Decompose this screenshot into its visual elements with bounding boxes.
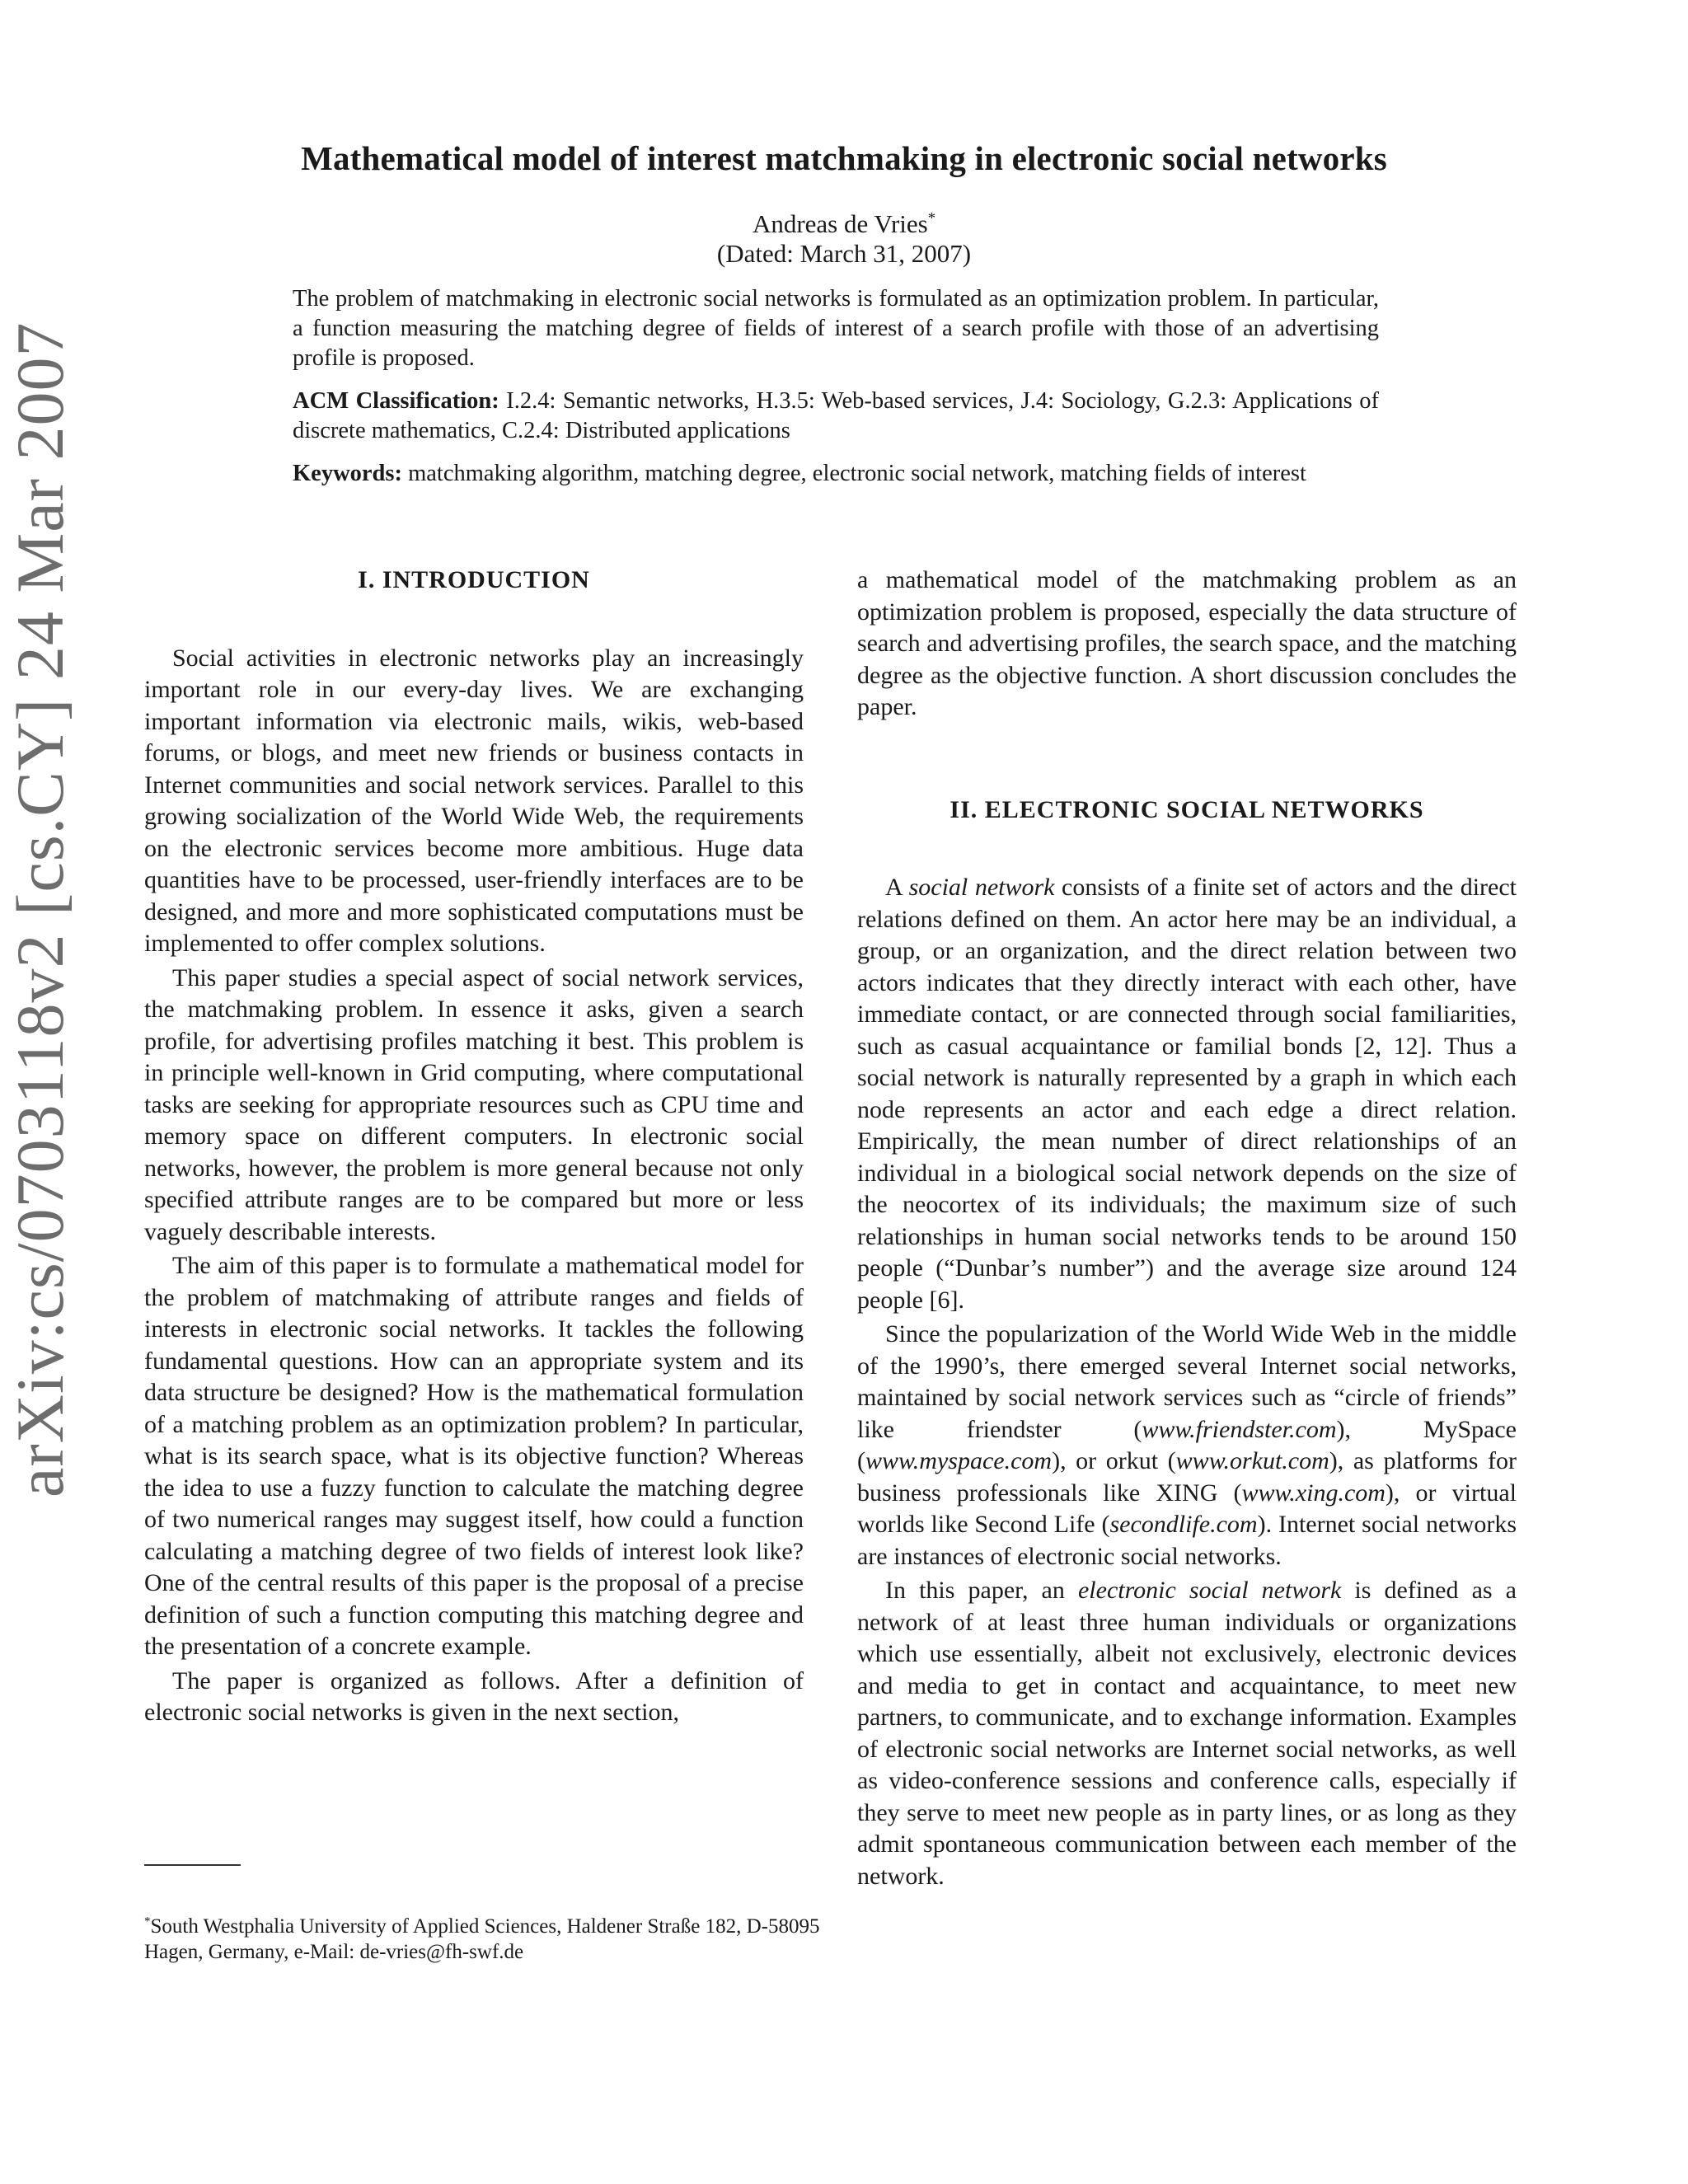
- left-column: [144, 565, 804, 1729]
- url-myspace: www.myspace.com: [865, 1447, 1053, 1474]
- text-run: ). Internet social networks are instances of electronic social networks.: [857, 1511, 1517, 1570]
- author-line: [0, 209, 1688, 239]
- text-run: In this paper, an: [885, 1577, 1078, 1604]
- text-run: ), or virtual worlds like Second Life (: [857, 1479, 1517, 1538]
- keywords: [293, 459, 1379, 489]
- keywords-label: Keywords:: [293, 461, 402, 486]
- acm-classification: [293, 387, 1379, 446]
- intro-paragraph-2: This paper studies a special aspect of social network services, the matchmaking problem. In essence it asks, given a search profile, for advertising profiles matching it best. This problem is in principle well-known in Grid computing, where computational tasks are seeking for appropriate resources such as CPU time and memory space on different computers. In electronic social networks, however, the problem is more general because not only specified attribute ranges are to be compared but more or less vaguely describable interests.: [144, 963, 804, 1245]
- section-heading-electronic-social-networks: II. ELECTRONIC SOCIAL NETWORKS: [950, 795, 1424, 823]
- text-run: ), MySpace (: [857, 1415, 1517, 1474]
- esn-paragraph-2: [857, 1319, 1517, 1572]
- url-orkut: www.orkut.com: [1175, 1447, 1329, 1474]
- section-heading-introduction: I. INTRODUCTION: [358, 566, 590, 593]
- intro-paragraph-4-continued: a mathematical model of the matchmaking problem as an optimization problem is proposed, especially the data structure of search and advertising profiles, the search space, and the matching degree as the objective function. A short discussion concludes the paper.: [857, 566, 1517, 720]
- abstract-block: [293, 284, 1379, 502]
- keywords-text: matchmaking algorithm, matching degree, electronic social network, matching fields of interest: [408, 461, 1306, 486]
- footnote-text: South Westphalia University of Applied Sciences, Haldener Straße 182, D-58095 Hagen, Germany, e-Mail: de-vries@fh-swf.de: [144, 1915, 820, 1963]
- footnote-mark: *: [144, 1915, 151, 1929]
- text-run: is defined as a network of at least three human individuals or organizations which use essentially, albeit not exclusively, electronic devices and media to get in contact and acquaintance, to meet new partners, to communicate, and to exchange information. Examples of electronic social networks are Internet social networks, as well as video-conference sessions and conference calls, especially if they serve to meet new people as in party lines, or as long as they admit spontaneous communication between each member of the network.: [857, 1577, 1517, 1890]
- esn-paragraph-3: [857, 1575, 1517, 1892]
- acm-label: ACM Classification:: [293, 388, 499, 414]
- url-friendster: www.friendster.com: [1142, 1415, 1337, 1443]
- intro-paragraph-1: Social activities in electronic networks play an increasingly important role in our every-day lives. We are exchanging important information via electronic mails, wikis, web-based forums, or blogs, and meet new friends or business contacts in Internet communities and social network services. Parallel to this growing socialization of the World Wide Web, the requirements on the electronic services become more ambitious. Huge data quantities have to be processed, user-friendly interfaces are to be designed, and more and more sophisticated computations must be implemented to offer complex solutions.: [144, 644, 804, 957]
- text-run: ), as platforms for business professionals like XING (: [857, 1447, 1517, 1507]
- footnote: [144, 1914, 820, 1965]
- url-xing: www.xing.com: [1241, 1479, 1386, 1507]
- author-footnote-mark: *: [927, 209, 936, 227]
- author-name: Andreas de Vries: [752, 209, 928, 238]
- footnote-rule: [144, 1864, 241, 1866]
- text-run: ), or orkut (: [1052, 1447, 1176, 1474]
- esn-paragraph-1: [857, 872, 1517, 1316]
- right-column: [857, 565, 1517, 1892]
- acm-text: I.2.4: Semantic networks, H.3.5: Web-based services, J.4: Sociology, G.2.3: Applications of discrete mathematics, C.2.4: Distributed applications: [293, 388, 1379, 443]
- abstract-text: The problem of matchmaking in electronic social networks is formulated as an optimization problem. In particular, a function measuring the matching degree of fields of interest of a search profile with those of an advertising profile is proposed.: [293, 286, 1379, 371]
- text-run: A: [885, 874, 909, 901]
- paper-title: Mathematical model of interest matchmaking in electronic social networks: [301, 139, 1387, 177]
- text-run: consists of a finite set of actors and the direct relations defined on them. An actor here may be an individual, a group, or an organization, and the direct relation between two actors indicates that they directly interact with each other, have immediate contact, or are connected through social familiarities, such as casual acquaintance or familial bonds [2, 12]. Thus a social network is naturally represented by a graph in which each node represents an actor and each edge a direct relation. Empirically, the mean number of direct relationships of an individual in a biological social network depends on the size of the neocortex of its individuals; the maximum size of such relationships in human social networks tends to be around 150 people (“Dunbar’s number”) and the average size around 124 people [6].: [857, 874, 1517, 1314]
- url-secondlife: secondlife.com: [1109, 1511, 1258, 1538]
- intro-paragraph-3: The aim of this paper is to formulate a mathematical model for the problem of matchmaking of attribute ranges and fields of interests in electronic social networks. It tackles the following fundamental questions. How can an appropriate system and its data structure be designed? How is the mathematical formulation of a matching problem as an optimization problem? In particular, what is its search space, what is its objective function? Whereas the idea to use a fuzzy function to calculate the matching degree of two numerical ranges may suggest itself, how could a function calculating a matching degree of two fields of interest look like? One of the central results of this paper is the proposal of a precise definition of such a function computing this matching degree and the presentation of a concrete example.: [144, 1252, 804, 1660]
- arxiv-identifier: arXiv:cs/0703118v2 [cs.CY] 24 Mar 2007: [2, 321, 77, 1497]
- paper-date: (Dated: March 31, 2007): [716, 239, 972, 268]
- intro-paragraph-4: The paper is organized as follows. After a definition of electronic social networks is given in the next section,: [144, 1666, 804, 1726]
- term-social-network: social network: [908, 874, 1055, 901]
- text-run: Since the popularization of the World Wide Web in the middle of the 1990’s, there emerged several Internet social networks, maintained by social network services such as “circle of friends” like friendster (: [857, 1320, 1517, 1443]
- term-electronic-social-network: electronic social network: [1077, 1577, 1342, 1604]
